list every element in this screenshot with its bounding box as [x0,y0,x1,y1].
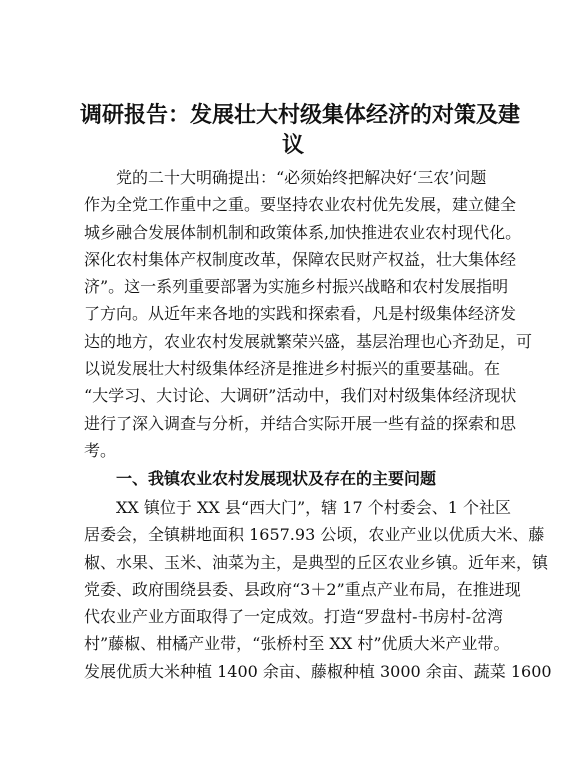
section-heading: 一、我镇农业农村发展现状及存在的主要问题 [116,469,437,488]
paragraph-line: 了方向。从近年来各地的实践和探索看，凡是村级集体经济发 [84,304,517,324]
document-title [80,101,521,161]
intro-paragraph [84,164,533,464]
paragraph-line: “大学习、大讨论、大调研”活动中，我们对村级集体经济现状 [84,386,517,406]
paragraph-line: 以说发展壮大村级集体经济是推进乡村振兴的重要基础。在 [84,359,501,379]
paragraph-line: 城乡融合发展体制机制和政策体系,加快推进农业农村现代化。 [84,222,522,242]
paragraph-line: 考。 [84,440,117,460]
paragraph-line: 椒、水果、玉米、油菜为主，是典型的丘区农业乡镇。近年来，镇 [84,552,549,572]
title-line: 调研报告：发展壮大村级集体经济的对策及建 [80,103,521,128]
paragraph-line: 作为全党工作重中之重。要坚持农业农村优先发展，建立健全 [84,195,517,215]
paragraph-line: 居委会，全镇耕地面积 1657.93 公顷，农业产业以优质大米、藤 [84,525,545,545]
paragraph-line: 党的二十大明确提出：“必须始终把解决好‘三农’问题 [116,168,487,187]
title-line: 议 [281,133,304,158]
paragraph-line: 党委、政府围绕县委、县政府“3＋2”重点产业布局，在推进现 [84,579,521,599]
paragraph-line: 代农业产业方面取得了一定成效。打造“罗盘村-书房村-岔湾 [84,607,503,627]
paragraph-line: 进行了深入调查与分析，并结合实际开展一些有益的探索和思 [84,413,517,433]
paragraph-line: 达的地方，农业农村发展就繁荣兴盛，基层治理也心齐劲足，可 [84,331,533,351]
paragraph-line: 深化农村集体产权制度改革，保障农民财产权益，壮大集体经 [84,249,517,269]
paragraph-line: 济”。这一系列重要部署为实施乡村振兴战略和农村发展指明 [84,277,509,297]
section-paragraph [84,494,552,685]
paragraph-line: XX 镇位于 XX 县“西大门”，辖 17 个村委会、1 个社区 [116,498,511,517]
paragraph-line: 发展优质大米种植 1400 余亩、藤椒种植 3000 余亩、蔬菜 1600 [84,661,552,681]
paragraph-line: 村”藤椒、柑橘产业带，“张桥村至 XX 村”优质大米产业带。 [84,634,510,654]
